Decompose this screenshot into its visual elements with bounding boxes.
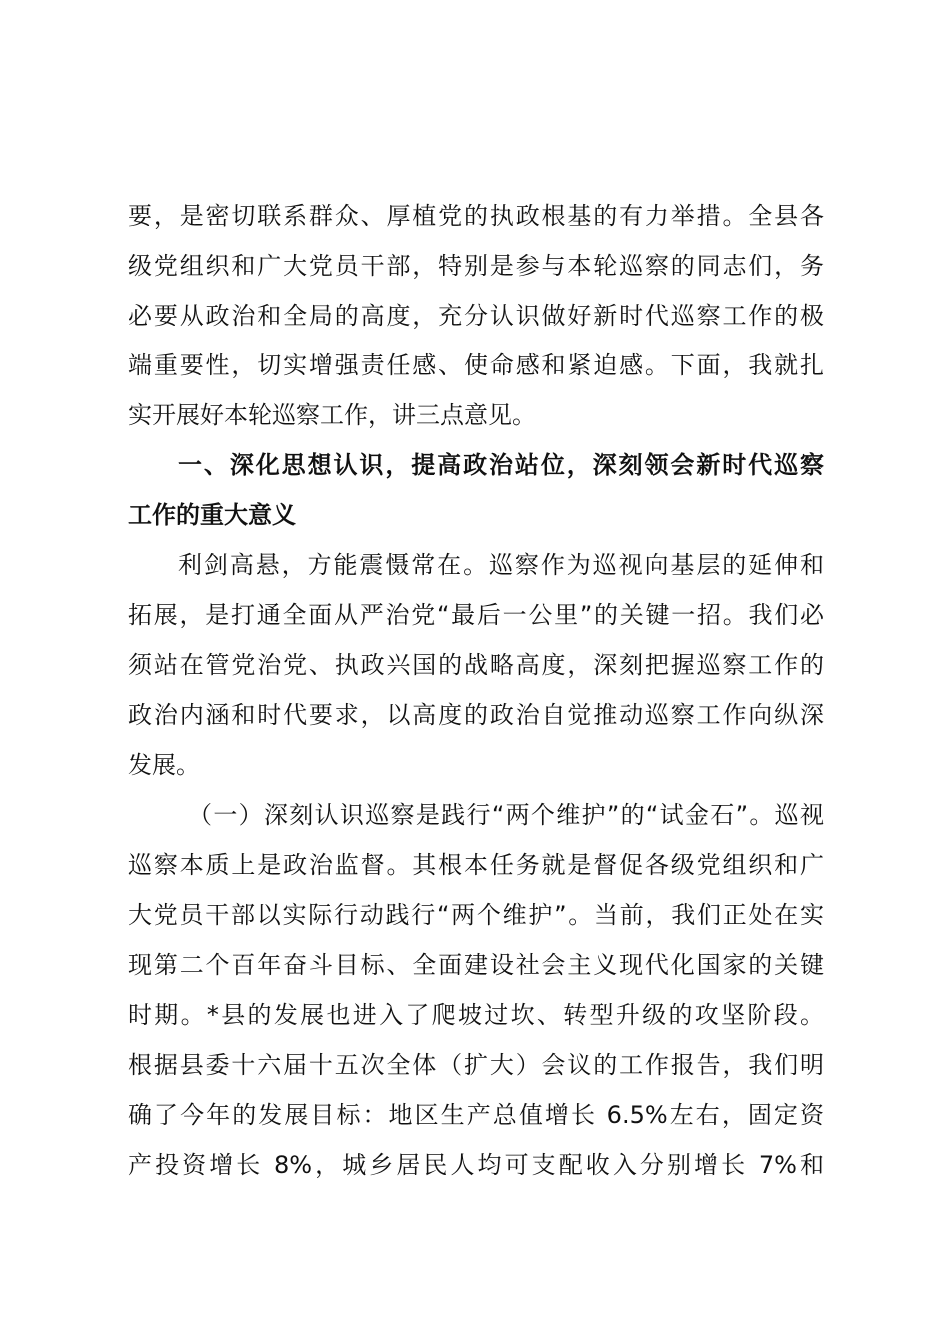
body-text-line: 确了今年的发展目标：地区生产总值增长 6.5%左右，固定资 xyxy=(128,1101,824,1129)
subsection-heading-line: （一）深刻认识巡察是践行“两个维护”的“试金石”。巡视 xyxy=(188,801,824,829)
body-text-line: 必要从政治和全局的高度，充分认识做好新时代巡察工作的极 xyxy=(128,302,824,330)
section-heading: 工作的重大意义 xyxy=(128,501,296,529)
body-text-line: 拓展，是打通全面从严治党“最后一公里”的关键一招。我们必 xyxy=(128,601,824,629)
body-text-line: 根据县委十六届十五次全体（扩大）会议的工作报告，我们明 xyxy=(128,1051,824,1079)
body-text-line: 级党组织和广大党员干部，特别是参与本轮巡察的同志们，务 xyxy=(128,252,824,280)
body-text-line: 端重要性，切实增强责任感、使命感和紧迫感。下面，我就扎 xyxy=(128,351,824,379)
body-text-line: 现第二个百年奋斗目标、全面建设社会主义现代化国家的关键 xyxy=(128,951,824,979)
body-text-line: 大党员干部以实际行动践行“两个维护”。当前，我们正处在实 xyxy=(128,901,824,929)
body-text-line: 产投资增长 8%，城乡居民人均可支配收入分别增长 7%和 xyxy=(128,1151,824,1179)
body-text-line: 要，是密切联系群众、厚植党的执政根基的有力举措。全县各 xyxy=(128,202,824,230)
body-text-line: 利剑高悬，方能震慑常在。巡察作为巡视向基层的延伸和 xyxy=(178,551,824,579)
body-text-line: 实开展好本轮巡察工作，讲三点意见。 xyxy=(128,401,536,429)
body-text-line: 须站在管党治党、执政兴国的战略高度，深刻把握巡察工作的 xyxy=(128,651,824,679)
section-heading: 一、深化思想认识，提高政治站位，深刻领会新时代巡察 xyxy=(178,451,824,479)
body-text-line: 时期。*县的发展也进入了爬坡过坎、转型升级的攻坚阶段。 xyxy=(128,1001,824,1029)
body-text-line: 发展。 xyxy=(128,751,200,779)
body-text-line: 巡察本质上是政治监督。其根本任务就是督促各级党组织和广 xyxy=(128,851,824,879)
body-text-line: 政治内涵和时代要求，以高度的政治自觉推动巡察工作向纵深 xyxy=(128,701,824,729)
